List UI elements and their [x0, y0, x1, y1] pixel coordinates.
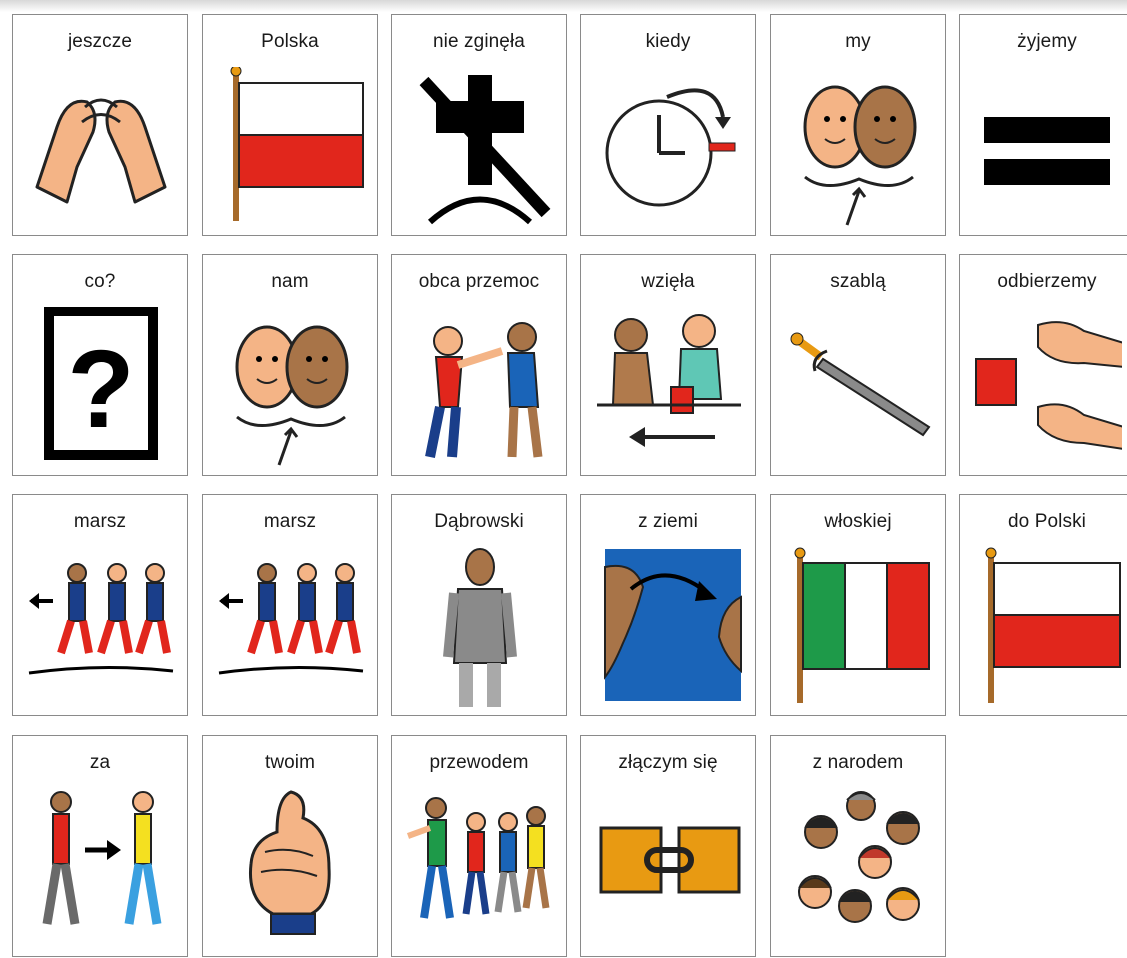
symbol-cell-dabrowski[interactable]: [391, 494, 567, 716]
cell-label: nam: [271, 271, 309, 292]
symbol-cell-odbierzemy[interactable]: [959, 254, 1127, 476]
leading-group-icon: [406, 788, 554, 948]
svg-text:?: ?: [67, 328, 135, 451]
cell-label: Polska: [261, 31, 319, 52]
marching-people-icon: [27, 547, 175, 707]
symbol-cell-wloskiej[interactable]: [770, 494, 946, 716]
cell-label: co?: [84, 271, 116, 292]
crossed-out-grave-icon: [406, 67, 554, 227]
symbol-cell-twoim[interactable]: [202, 735, 378, 957]
marching-people-icon: [217, 547, 365, 707]
cell-label: wzięła: [641, 271, 695, 292]
symbol-cell-marsz[interactable]: [202, 494, 378, 716]
cell-label: my: [845, 31, 871, 52]
symbol-cell-zlaczym-sie[interactable]: [580, 735, 756, 957]
crowd-faces-icon: [785, 788, 933, 948]
cell-label: twoim: [264, 752, 316, 773]
cell-label: marsz: [73, 511, 127, 532]
cell-label: żyjemy: [1017, 31, 1077, 52]
symbol-cell-szabla[interactable]: [770, 254, 946, 476]
symbol-cell-z-narodem[interactable]: [770, 735, 946, 957]
symbol-cell-nam[interactable]: [202, 254, 378, 476]
pushing-people-icon: [406, 307, 554, 467]
symbol-cell-zyjemy[interactable]: [959, 14, 1127, 236]
symbol-cell-co[interactable]: [12, 254, 188, 476]
cell-label: odbierzemy: [997, 271, 1097, 292]
symbol-cell-marsz[interactable]: [12, 494, 188, 716]
cell-label: kiedy: [645, 31, 691, 52]
cell-label: z narodem: [812, 752, 904, 773]
symbol-cell-kiedy[interactable]: [580, 14, 756, 236]
symbol-cell-przewodem[interactable]: [391, 735, 567, 957]
symbol-cell-jeszcze[interactable]: [12, 14, 188, 236]
land-arrow-icon: [595, 547, 743, 707]
symbol-cell-nie-zginela[interactable]: [391, 14, 567, 236]
polish-flag-icon: [217, 67, 365, 227]
cell-label: marsz: [263, 511, 317, 532]
symbol-cell-wziela[interactable]: [580, 254, 756, 476]
cell-label: Dąbrowski: [434, 511, 524, 532]
italian-flag-icon: [785, 547, 933, 707]
cell-label: włoskiej: [824, 511, 892, 532]
cell-label: do Polski: [1008, 511, 1086, 532]
cell-label: jeszcze: [67, 31, 133, 52]
symbol-cell-za[interactable]: [12, 735, 188, 957]
hands-together-icon: [27, 67, 175, 227]
following-people-icon: [27, 788, 175, 948]
joined-blocks-icon: [595, 788, 743, 948]
symbol-cell-z-ziemi[interactable]: [580, 494, 756, 716]
taking-back-hands-icon: [974, 307, 1122, 467]
two-faces-icon: [217, 307, 365, 467]
taking-object-icon: [595, 307, 743, 467]
top-shadow: [0, 0, 1127, 12]
symbol-cell-obca-przemoc[interactable]: [391, 254, 567, 476]
symbol-cell-my[interactable]: [770, 14, 946, 236]
cell-label: nie zginęła: [433, 31, 525, 52]
sabre-icon: [785, 307, 933, 467]
equals-sign-icon: [974, 67, 1122, 227]
symbol-cell-do-polski[interactable]: [959, 494, 1127, 716]
clock-arrow-icon: [595, 67, 743, 227]
symbol-cell-polska[interactable]: [202, 14, 378, 236]
cell-label: szablą: [830, 271, 886, 292]
cell-label: za: [89, 752, 111, 773]
question-mark-icon: [27, 307, 175, 467]
cell-label: obca przemoc: [418, 271, 540, 292]
polish-flag-icon: [974, 547, 1122, 707]
two-faces-icon: [785, 67, 933, 227]
pointing-hand-icon: [217, 788, 365, 948]
cell-label: z ziemi: [638, 511, 698, 532]
standing-man-icon: [406, 547, 554, 707]
cell-label: przewodem: [429, 752, 529, 773]
cell-label: złączym się: [618, 752, 718, 773]
